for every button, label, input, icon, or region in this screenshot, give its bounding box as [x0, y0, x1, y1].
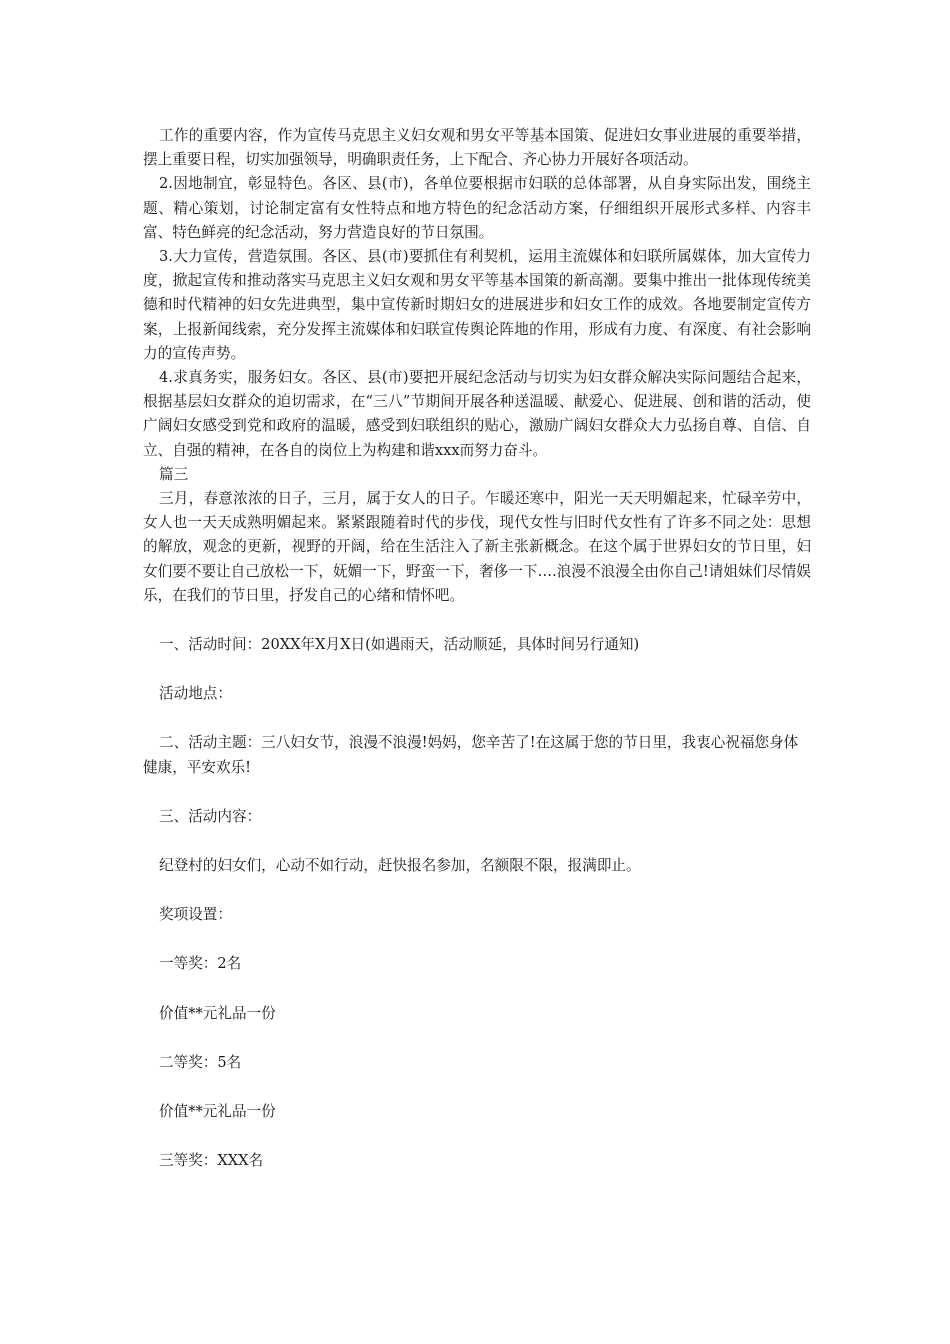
- document-body: [143, 124, 811, 1174]
- activity-location: 活动地点：: [159, 685, 232, 703]
- paragraph-intro: 工作的重要内容，作为宣传马克思主义妇女观和男女平等基本国策、促进妇女事业进展的重要举措，摆上重要日程，切实加强领导，明确职责任务，上下配合、齐心协力开展好各项活动。: [143, 127, 811, 169]
- awards-heading: 奖项设置：: [159, 906, 232, 924]
- paragraph-section-intro: 三月，春意浓浓的日子，三月，属于女人的日子。乍暖还寒中，阳光一天天明媚起来，忙碌辛劳中，女人也一天天成熟明媚起来。紧紧跟随着时代的步伐，现代女性与旧时代女性有了许多不同之处：思想的解放，观念的更新，视野的开阔，给在生活注入了新主张新概念。在这个属于世界妇女的节日里，妇女们要不要让自己放松一下，妩媚一下，野蛮一下，奢侈一下….浪漫不浪漫全由你自己!请姐妹们尽情娱乐，在我们的节日里，抒发自己的心绪和情怀吧。: [143, 490, 811, 604]
- paragraph-point-4: 4.求真务实，服务妇女。各区、县(市)要把开展纪念活动与切实为妇女群众解决实际问题结合起来，根据基层妇女群众的迫切需求，在“三八”节期间开展各种送温暖、献爱心、促进展、创和谐的活动，使广阔妇女感受到党和政府的温暖，感受到妇联组织的贴心，激励广阔妇女群众大力弘扬自尊、自信、自立、自强的精神，在各自的岗位上为构建和谐xxx而努力奋斗。: [143, 369, 811, 459]
- paragraph-point-2: 2.因地制宜，彰显特色。各区、县(市)，各单位要根据市妇联的总体部署，从自身实际出发，围绕主题、精心策划，讨论制定富有女性特点和地方特色的纪念活动方案，仔细组织开展形式多样、内容丰富、特色鲜亮的纪念活动，努力营造良好的节日氛围。: [143, 175, 811, 241]
- award-second-prize: 二等奖：5名: [159, 1053, 242, 1071]
- award-first-prize-value: 价值**元礼品一份: [159, 1004, 276, 1022]
- activity-time: 一、活动时间：20XX年X月X日(如遇雨天，活动顺延，具体时间另行通知): [159, 636, 640, 654]
- activity-content-heading: 三、活动内容：: [159, 807, 262, 825]
- activity-theme: 二、活动主题：三八妇女节，浪漫不浪漫!妈妈，您辛苦了!在这属于您的节日里，我衷心祝福您身体健康，平安欢乐!: [143, 734, 799, 776]
- award-first-prize: 一等奖：2名: [159, 955, 242, 973]
- paragraph-point-3: 3.大力宣传，营造氛围。各区、县(市)要抓住有利契机，运用主流媒体和妇联所属媒体，加大宣传力度，掀起宣传和推动落实马克思主义妇女观和男女平等基本国策的新高潮。要集中推出一批体现传统美德和时代精神的妇女先进典型，集中宣传新时期妇女的进展进步和妇女工作的成效。各地要制定宣传方案，上报新闻线索，充分发挥主流媒体和妇联宣传舆论阵地的作用，形成有力度、有深度、有社会影响力的宣传声势。: [143, 248, 811, 362]
- award-second-prize-value: 价值**元礼品一份: [159, 1103, 276, 1121]
- activity-content: 纪登村的妇女们，心动不如行动，赶快报名参加，名额限不限，报满即止。: [159, 857, 641, 875]
- section-heading: 篇三: [159, 465, 189, 483]
- award-third-prize: 三等奖：XXX名: [159, 1152, 264, 1170]
